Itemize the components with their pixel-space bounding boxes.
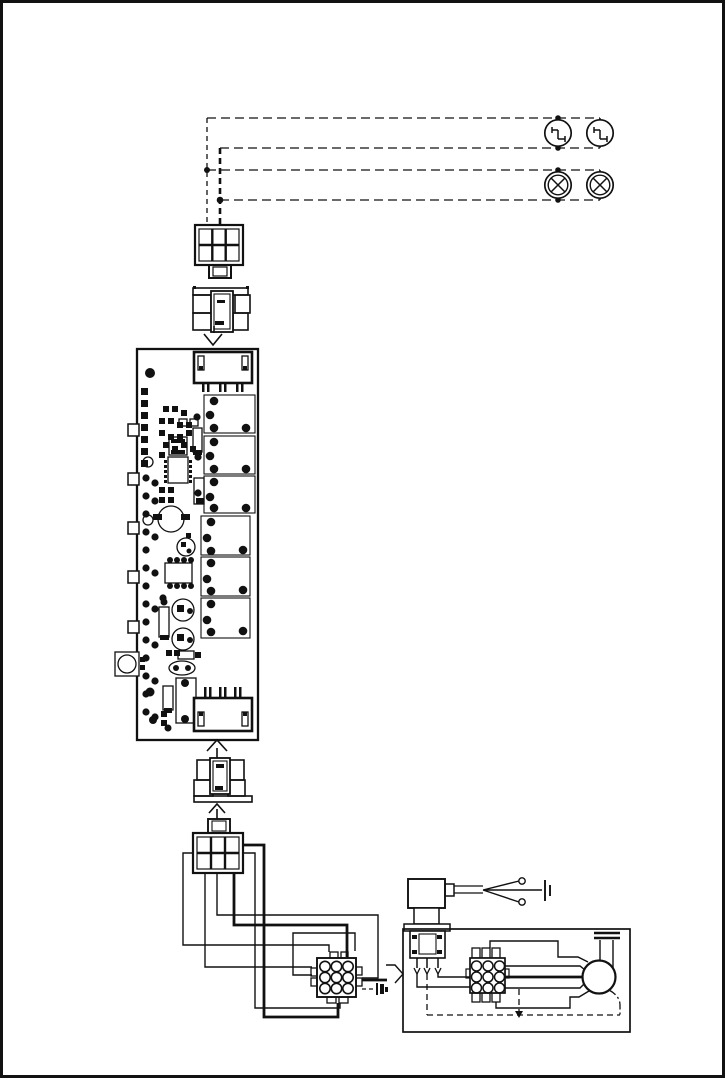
relay-pad (210, 465, 219, 474)
relay-pad (206, 493, 215, 502)
buzzer-lamp-circuit (204, 115, 613, 203)
smd-chip (172, 406, 178, 412)
harness-connector-6pin-top (195, 225, 243, 278)
smd-chip (186, 430, 192, 436)
smd-chip (189, 470, 192, 473)
solder-pad (161, 599, 168, 606)
smd-chip (174, 650, 180, 656)
solder-pad (142, 510, 149, 517)
smd-chip (141, 448, 148, 455)
relay-pad (242, 504, 251, 513)
smd-chip (181, 542, 186, 547)
solder-pad (185, 665, 191, 671)
smd-chip (164, 480, 167, 483)
solder-pad (149, 716, 157, 724)
smd-chip (168, 497, 174, 503)
relay-pad (207, 628, 216, 637)
switch-connector (410, 931, 445, 974)
smd-chip (189, 460, 192, 463)
harness-connector-6pin-bottom (193, 819, 243, 873)
smd-chip (189, 465, 192, 468)
smd-chip (177, 605, 184, 612)
relay-pad (207, 518, 216, 527)
solder-pad (142, 528, 149, 535)
smd-chip (141, 460, 148, 467)
smd-chip (171, 450, 185, 454)
solder-pad (151, 479, 158, 486)
buzzer-icon (587, 118, 613, 148)
solder-pad (142, 636, 149, 643)
component-circle (118, 655, 136, 673)
dashed-wire (609, 990, 620, 1015)
solder-pad (167, 583, 173, 589)
solder-pad (151, 677, 158, 684)
smd-chip (171, 439, 185, 443)
component-outline (159, 607, 169, 637)
component-outline (168, 457, 188, 483)
solder-pad (142, 564, 149, 571)
edge-tab (128, 522, 139, 534)
smd-chip (159, 497, 165, 503)
smd-chip (164, 708, 172, 713)
plug-symbol-icon (376, 983, 388, 995)
wire (496, 991, 589, 1008)
relay-pad (206, 452, 215, 461)
solder-pad (142, 582, 149, 589)
edge-tab (128, 571, 139, 583)
indicator-lamp-icon (587, 170, 613, 200)
solder-pad (142, 600, 149, 607)
solder-pad (188, 583, 194, 589)
solder-pad (151, 497, 158, 504)
solder-pad (167, 557, 173, 563)
smd-chip (195, 652, 201, 658)
earth-ground-icon (545, 880, 550, 901)
solder-pad (145, 368, 155, 378)
solder-pad (142, 492, 149, 499)
relay-pad (210, 424, 219, 433)
solder-pad (165, 725, 172, 732)
edge-tab (128, 424, 139, 436)
solder-pad (151, 605, 158, 612)
smd-chip (166, 650, 172, 656)
smd-chip (181, 514, 190, 520)
relay-pad (242, 424, 251, 433)
junction-dot (217, 197, 224, 204)
valve-solenoid (404, 878, 550, 931)
up-arrow-icon (209, 804, 225, 819)
solder-pad (151, 533, 158, 540)
board-plug-top (193, 286, 250, 332)
smd-chip (164, 460, 167, 463)
relay-pad (242, 465, 251, 474)
smd-chip (140, 665, 145, 670)
solder-pad (151, 641, 158, 648)
smd-chip (163, 442, 169, 448)
smd-chip (196, 498, 204, 504)
solder-pad (174, 557, 180, 563)
wire-terminal (519, 878, 525, 884)
motor-connector-9pin (466, 948, 509, 1002)
relay-pad (210, 397, 219, 406)
solder-pad (187, 549, 192, 554)
relay-pad (210, 504, 219, 513)
smd-chip (164, 470, 167, 473)
smd-chip (159, 452, 165, 458)
relay-pad (203, 534, 212, 543)
solder-pad (174, 583, 180, 589)
smd-chip (168, 418, 174, 424)
smd-chip (177, 634, 184, 641)
relay-pad (239, 586, 248, 595)
harness-connector-9pin (311, 952, 362, 1003)
harness-wires (183, 845, 620, 1017)
smd-chip (189, 475, 192, 478)
solder-pad (151, 569, 158, 576)
smd-chip (181, 410, 187, 416)
smd-chip (168, 487, 174, 493)
up-arrow-icon (207, 740, 227, 758)
smd-chip (159, 430, 165, 436)
board-plug-bottom (194, 758, 252, 802)
smd-chip (159, 487, 165, 493)
relay-bank (201, 395, 255, 638)
mating-arrow-icon (386, 965, 403, 983)
smd-chip (141, 400, 148, 407)
component-outline (163, 686, 173, 710)
solder-pad (142, 708, 149, 715)
solder-pad (173, 665, 179, 671)
edge-tab (128, 473, 139, 485)
relay-pad (210, 438, 219, 447)
smd-chip (141, 436, 148, 443)
smd-chip (159, 418, 165, 424)
wire (438, 974, 470, 977)
smd-chip (141, 412, 148, 419)
solder-pad (181, 679, 189, 687)
component-outline (178, 651, 194, 659)
relay-pad (207, 559, 216, 568)
smd-chip (177, 422, 183, 428)
smd-chip (186, 533, 191, 538)
wire (505, 966, 585, 970)
relay-pad (206, 411, 215, 420)
solder-pad (142, 474, 149, 481)
solder-pad (181, 557, 187, 563)
relay-pad (239, 627, 248, 636)
relay-pad (207, 600, 216, 609)
buzzer-icon (545, 118, 571, 148)
smd-chip (153, 514, 162, 520)
edge-tab (128, 621, 139, 633)
smd-chip (141, 424, 148, 431)
smd-chip (186, 422, 192, 428)
solder-pad (146, 688, 155, 697)
solder-pad (181, 715, 189, 723)
solder-pad (142, 618, 149, 625)
wire (417, 974, 470, 987)
smd-chip (164, 475, 167, 478)
control-board (115, 349, 258, 740)
junction-dot (204, 167, 210, 173)
smd-chip (160, 635, 169, 640)
smd-chip (163, 406, 169, 412)
relay-pad (207, 547, 216, 556)
smd-chip (141, 388, 148, 395)
wire (205, 873, 312, 967)
solder-pad (194, 489, 201, 496)
component-ellipse (169, 661, 195, 675)
relay-pad (203, 616, 212, 625)
smd-chip (164, 465, 167, 468)
solder-pad (142, 654, 149, 661)
relay-pad (210, 478, 219, 487)
relay-pad (203, 575, 212, 584)
solder-pad (194, 453, 201, 460)
solder-pad (142, 672, 149, 679)
solder-pad (142, 546, 149, 553)
indicator-lamp-icon (545, 170, 571, 200)
wire (505, 983, 585, 988)
motor-icon (583, 961, 616, 994)
solder-pad (187, 608, 193, 614)
solder-pad (193, 413, 200, 420)
solder-pad (181, 583, 187, 589)
relay-pad (239, 546, 248, 555)
component-outline (165, 563, 192, 583)
motor-assembly-box (403, 929, 630, 1032)
relay-pad (207, 587, 216, 596)
solder-pad (188, 557, 194, 563)
solder-pad (187, 637, 193, 643)
wire-terminal (519, 899, 525, 905)
smd-chip (189, 480, 192, 483)
